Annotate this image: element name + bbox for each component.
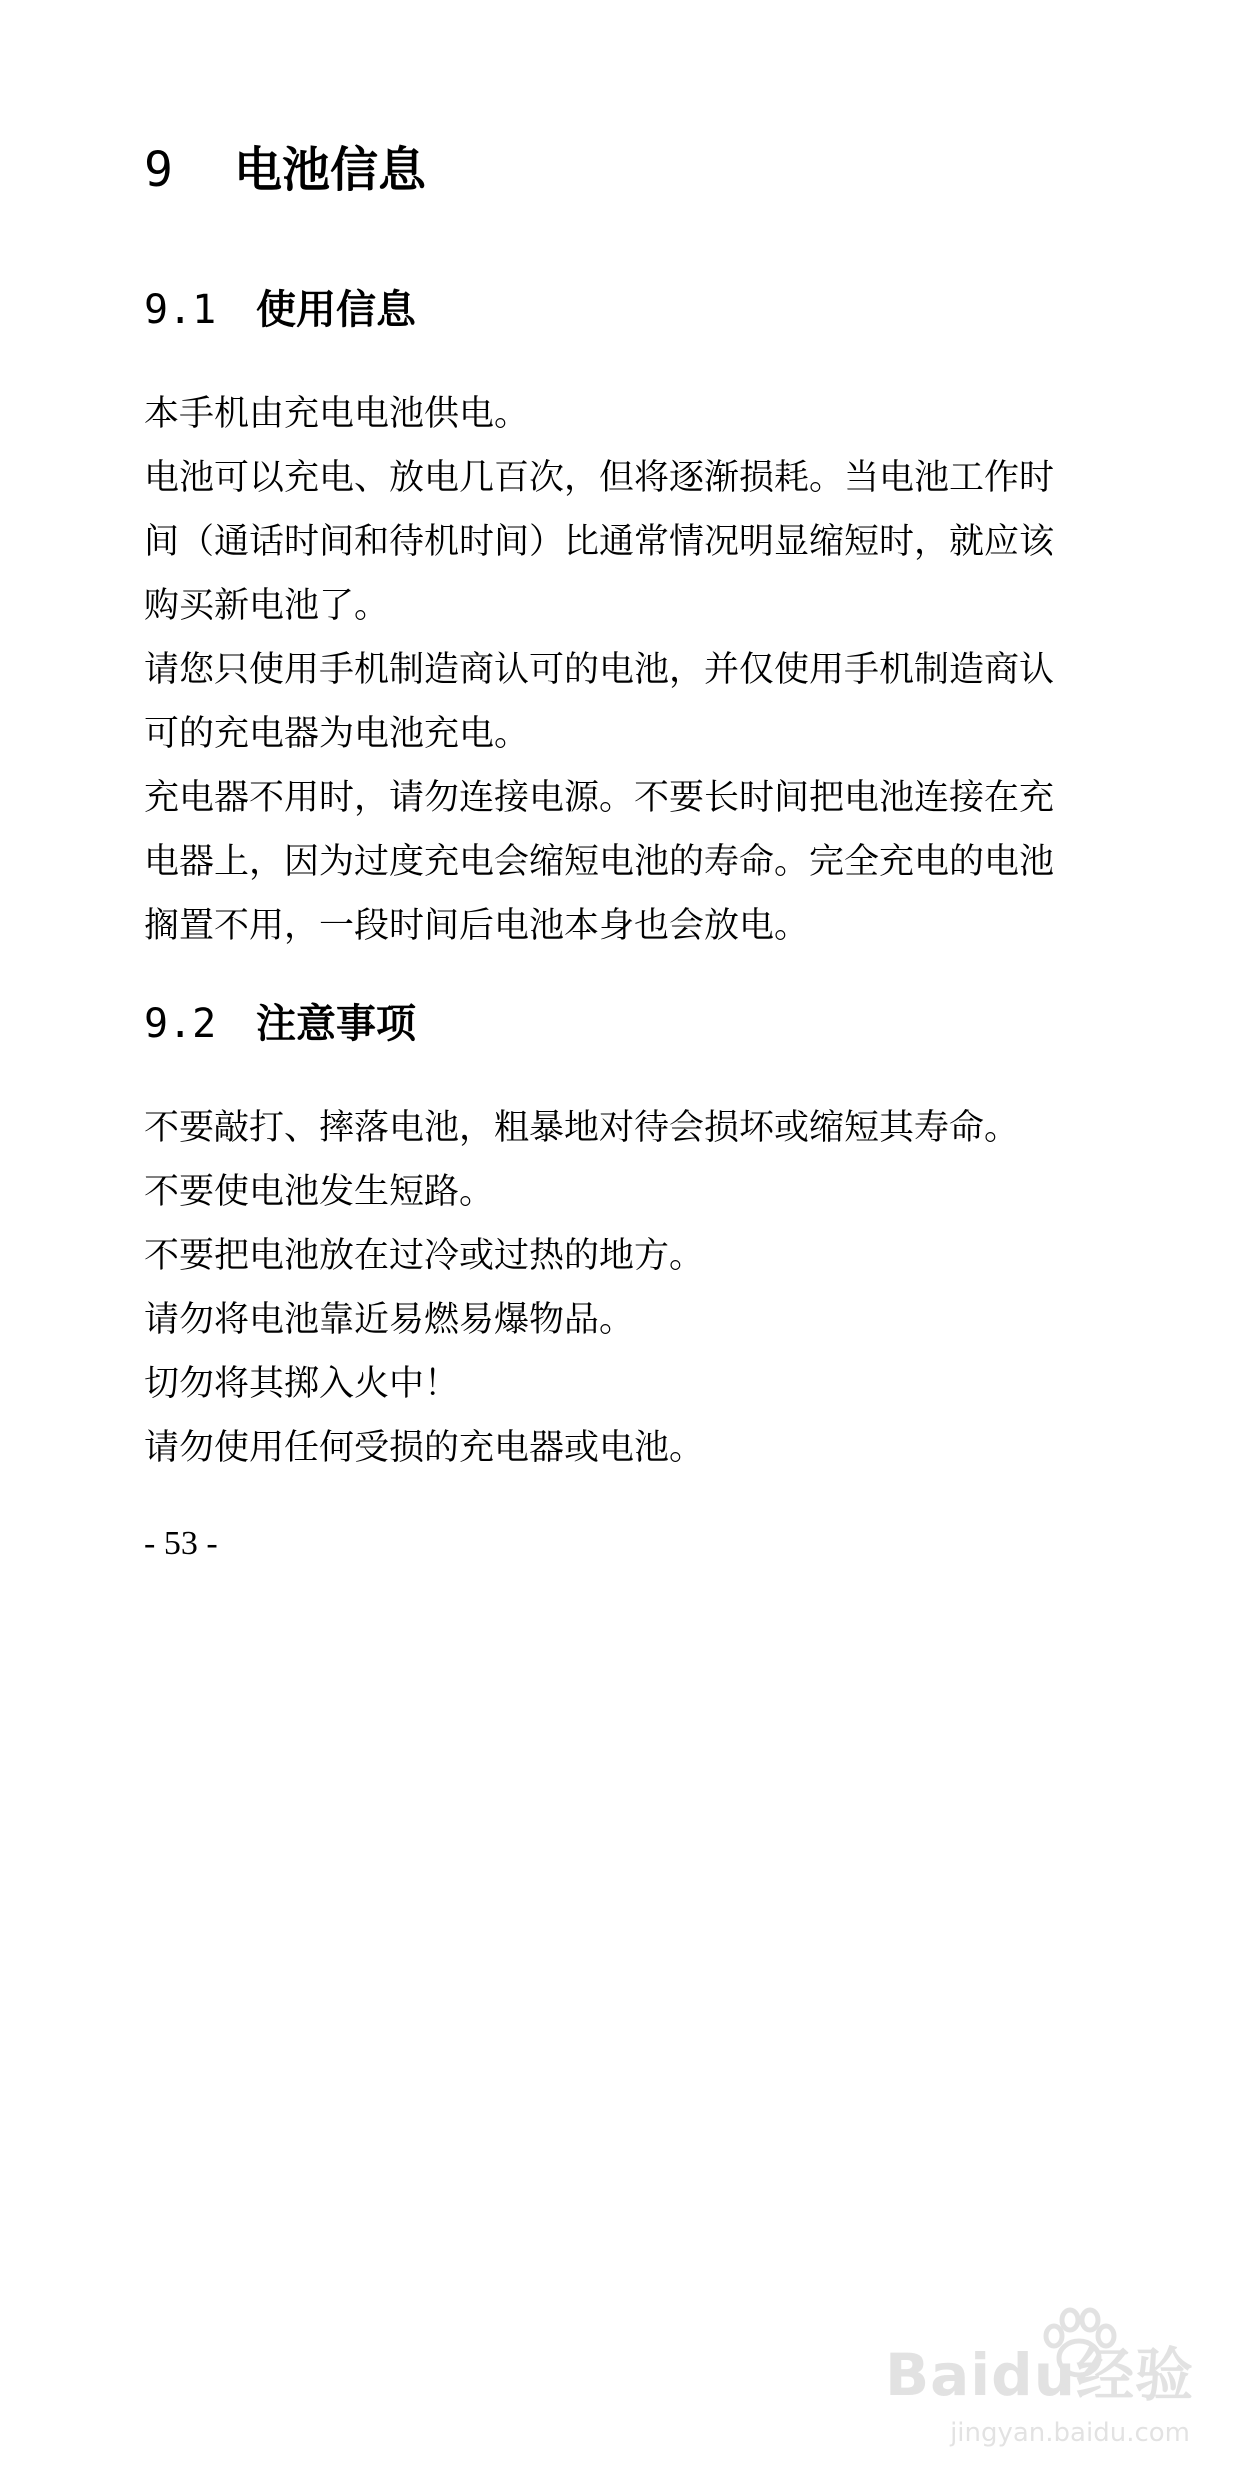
paragraph-line: 不要使电池发生短路。 <box>144 1172 495 1212</box>
section-body-9-2 <box>144 1096 1094 1480</box>
section-number: 9.1 <box>144 287 217 333</box>
paragraph-line: 可的充电器为电池充电。 <box>144 714 530 754</box>
paragraph-line: 搁置不用，一段时间后电池本身也会放电。 <box>144 906 810 946</box>
section-number: 9.2 <box>144 1001 217 1047</box>
chapter-heading <box>144 140 426 200</box>
page-number: - 53 - <box>144 1525 218 1562</box>
paragraph-line: 电池可以充电、放电几百次，但将逐渐损耗。当电池工作时 <box>144 458 1055 498</box>
paragraph-line: 请勿使用任何受损的充电器或电池。 <box>144 1428 705 1468</box>
paragraph-line: 充电器不用时，请勿连接电源。不要长时间把电池连接在充 <box>144 778 1055 818</box>
baidu-jingyan-watermark <box>884 2300 1214 2470</box>
paragraph-line: 切勿将其掷入火中！ <box>144 1364 460 1404</box>
paragraph-line: 本手机由充电电池供电。 <box>144 394 530 434</box>
paragraph-line: 请勿将电池靠近易燃易爆物品。 <box>144 1300 635 1340</box>
section-title: 注意事项 <box>256 1001 416 1047</box>
chapter-number: 9 <box>144 142 173 198</box>
section-body-9-1 <box>144 382 1094 958</box>
watermark-url: jingyan.baidu.com <box>950 2418 1190 2448</box>
paragraph-line: 请您只使用手机制造商认可的电池，并仅使用手机制造商认 <box>144 650 1055 690</box>
section-heading-9-1 <box>144 284 416 336</box>
paragraph-line: 不要把电池放在过冷或过热的地方。 <box>144 1236 705 1276</box>
paragraph-line: 购买新电池了。 <box>144 586 390 626</box>
section-heading-9-2 <box>144 998 416 1050</box>
paragraph-line: 不要敲打、摔落电池，粗暴地对待会损坏或缩短其寿命。 <box>144 1108 1020 1148</box>
section-title: 使用信息 <box>256 287 416 333</box>
chapter-title: 电池信息 <box>234 142 427 198</box>
paragraph-line: 间（通话时间和待机时间）比通常情况明显缩短时，就应该 <box>144 522 1055 562</box>
watermark-brand: Baidu经验 <box>884 2341 1194 2409</box>
paragraph-line: 电器上，因为过度充电会缩短电池的寿命。完全充电的电池 <box>144 842 1055 882</box>
